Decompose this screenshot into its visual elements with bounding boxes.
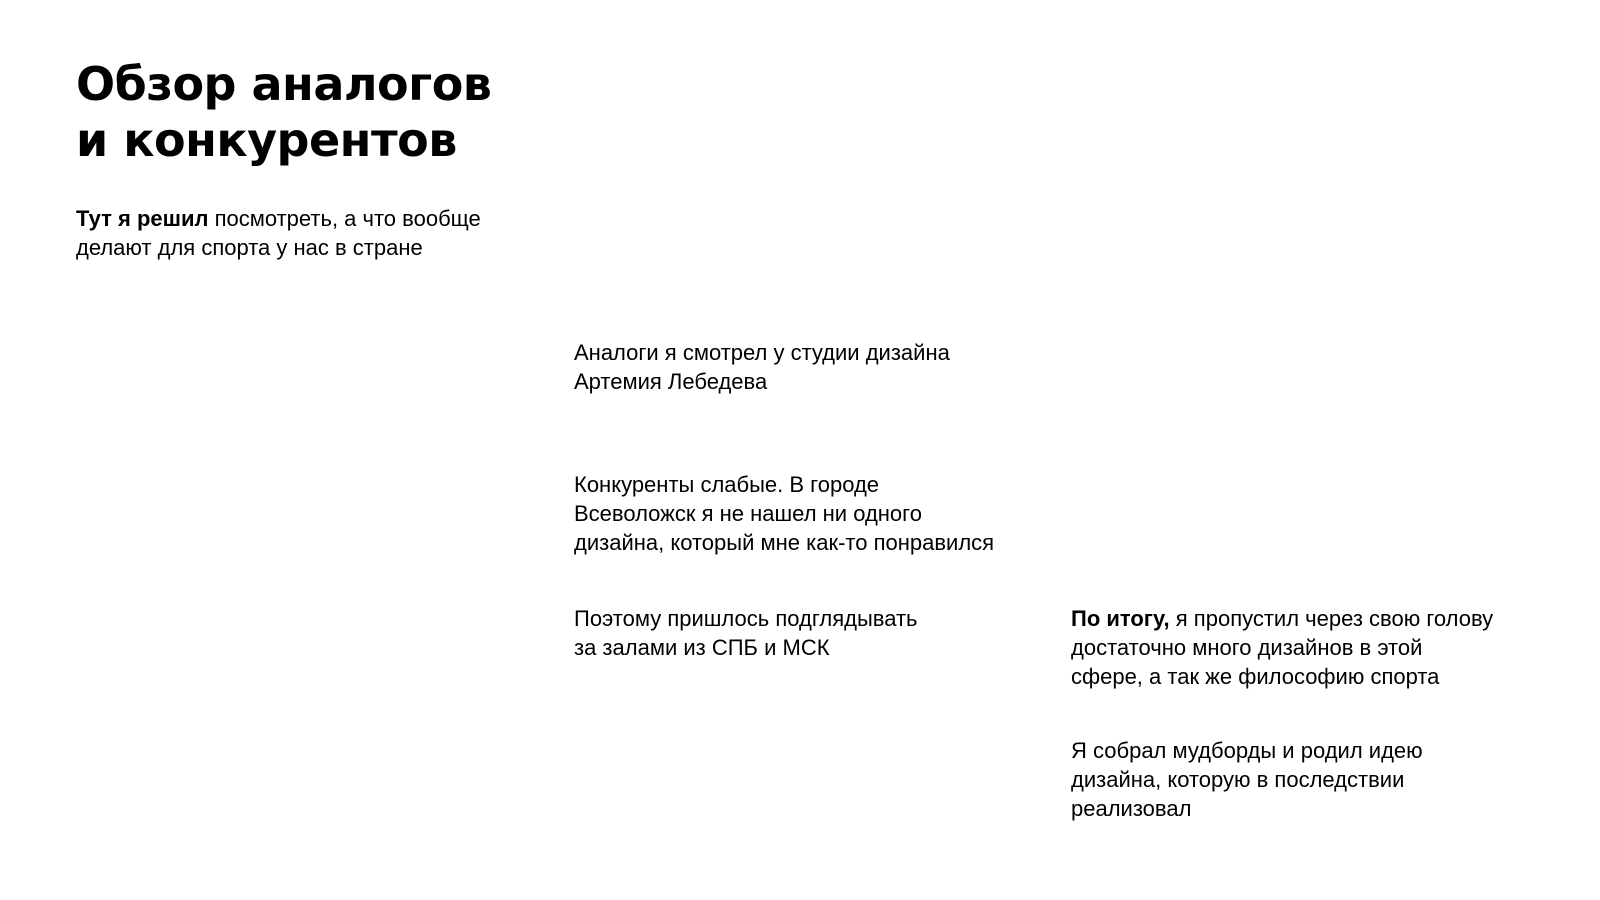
intro-lead-bold: Тут я решил (76, 206, 209, 231)
summary-lead-bold: По итогу, (1071, 606, 1170, 631)
summary-paragraph (1071, 604, 1493, 691)
references-paragraph: Поэтому пришлось подглядывать за залами из СПБ и МСК (574, 606, 918, 660)
intro-paragraph (76, 204, 481, 262)
page-title: Обзор аналогов и конкурентов (76, 57, 492, 167)
competitors-paragraph: Конкуренты слабые. В городе Всеволожск я не нашел ни одного дизайна, который мне как-то понравился (574, 472, 995, 555)
moodboards-paragraph: Я собрал мудборды и родил идею дизайна, которую в последствии реализовал (1071, 738, 1423, 821)
analogs-paragraph: Аналоги я смотрел у студии дизайна Артемия Лебедева (574, 340, 950, 394)
intro-text: посмотреть, а что вообще делают для спорта у нас в стране (76, 206, 481, 260)
summary-text: я пропустил через свою голову достаточно много дизайнов в этой сфере, а так же философию спорта (1071, 606, 1494, 689)
